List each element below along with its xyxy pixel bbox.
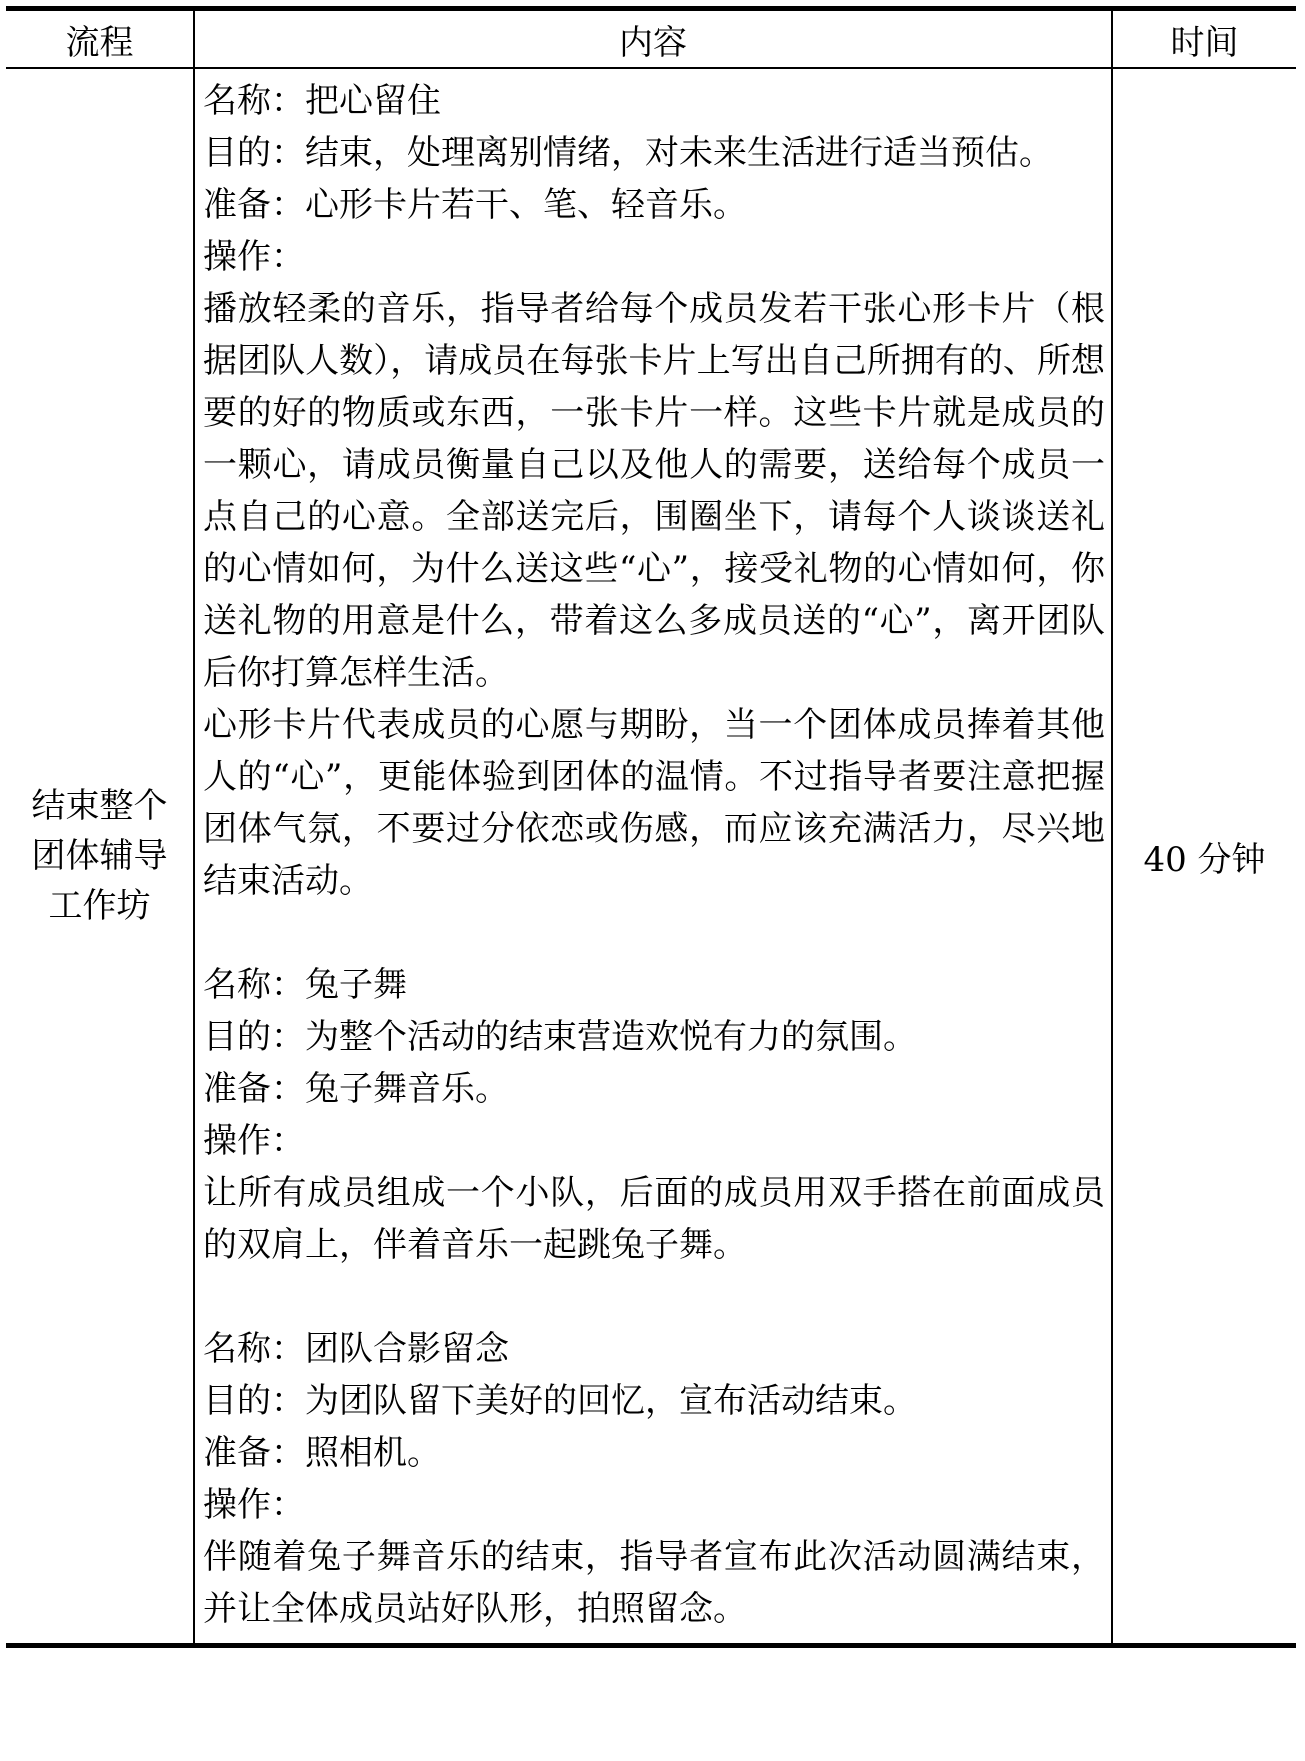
activity-operation-text: 心形卡片代表成员的心愿与期盼，当一个团体成员捧着其他人的“心”，更能体验到团体的温情。不过指导者要注意把握团体气氛，不要过分依恋或伤感，而应该充满活力，尽兴地结束活动。 — [203, 705, 1105, 901]
header-content: 内容 — [194, 9, 1112, 69]
activity-operation-label: 操作： — [203, 237, 305, 277]
activity-block — [203, 959, 1105, 1271]
activity-preparation: 准备：照相机。 — [203, 1433, 441, 1473]
activity-name: 名称：把心留住 — [203, 81, 441, 121]
time-cell: 40 分钟 — [1112, 68, 1296, 1646]
activity-name: 名称：兔子舞 — [203, 965, 407, 1005]
workshop-flow-table — [6, 6, 1296, 1648]
document-page — [6, 6, 1296, 1648]
activity-name: 名称：团队合影留念 — [203, 1329, 509, 1369]
activity-preparation: 准备：兔子舞音乐。 — [203, 1069, 509, 1109]
activity-preparation: 准备：心形卡片若干、笔、轻音乐。 — [203, 185, 747, 225]
activity-operation-label: 操作： — [203, 1485, 305, 1525]
activity-operation-text: 播放轻柔的音乐，指导者给每个成员发若干张心形卡片（根据团队人数），请成员在每张卡片上写出自己所拥有的、所想要的好的物质或东西，一张卡片一样。这些卡片就是成员的一颗心，请成员衡量自己以及他人的需要，送给每个成员一点自己的心意。全部送完后，围圈坐下，请每个人谈谈送礼的心情如何，为什么送这些“心”，接受礼物的心情如何，你送礼物的用意是什么，带着这么多成员送的“心”，离开团队后你打算怎样生活。 — [203, 289, 1105, 693]
activity-goal: 目的：为整个活动的结束营造欢悦有力的氛围。 — [203, 1017, 917, 1057]
header-time: 时间 — [1112, 9, 1296, 69]
stage-cell — [6, 68, 194, 1646]
content-cell — [194, 68, 1112, 1646]
stage-label-line: 工作坊 — [48, 886, 151, 926]
stage-label-line: 结束整个 — [31, 786, 168, 826]
activity-operation-text: 让所有成员组成一个小队，后面的成员用双手搭在前面成员的双肩上，伴着音乐一起跳兔子舞。 — [203, 1173, 1105, 1265]
table-header-row — [6, 9, 1296, 69]
activity-goal: 目的：为团队留下美好的回忆，宣布活动结束。 — [203, 1381, 917, 1421]
activity-block — [203, 75, 1105, 907]
activity-operation-label: 操作： — [203, 1121, 305, 1161]
activity-operation-text: 伴随着兔子舞音乐的结束，指导者宣布此次活动圆满结束，并让全体成员站好队形，拍照留念。 — [203, 1537, 1105, 1629]
header-stage: 流程 — [6, 9, 194, 69]
activity-block — [203, 1323, 1105, 1635]
activity-goal: 目的：结束，处理离别情绪，对未来生活进行适当预估。 — [203, 133, 1053, 173]
table-row — [6, 68, 1296, 1646]
stage-label-line: 团体辅导 — [31, 836, 168, 876]
